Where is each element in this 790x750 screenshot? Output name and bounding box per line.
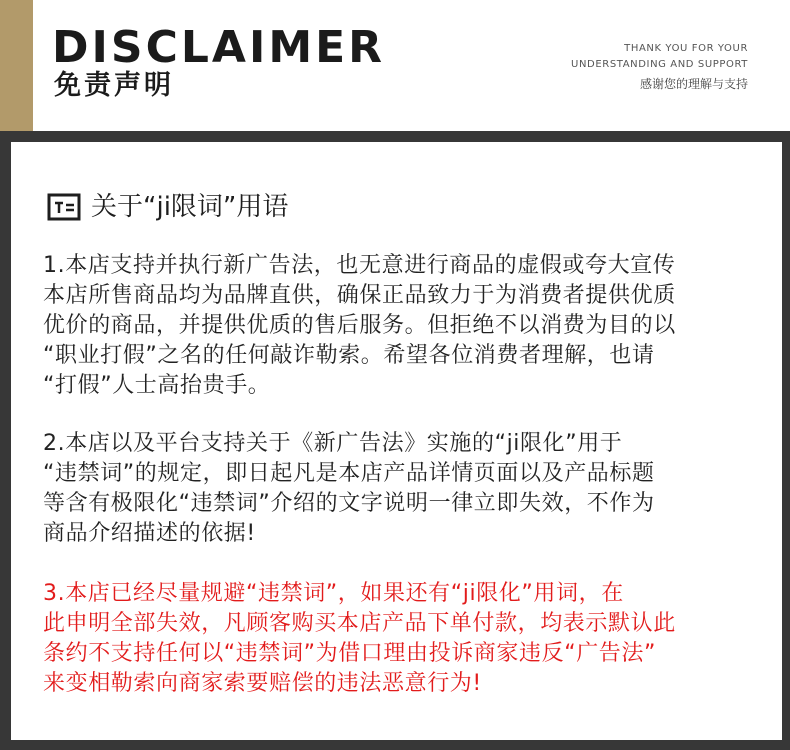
paragraph-line: 商品介绍描述的依据! xyxy=(43,521,256,546)
paragraph-line: 2.本店以及平台支持关于《新广告法》实施的“ji限化”用于 xyxy=(43,431,623,456)
paragraph-1 xyxy=(43,251,755,401)
paragraph-line: 1.本店支持并执行新广告法，也无意进行商品的虚假或夸大宣传 xyxy=(43,253,676,278)
thanks-line-1: THANK YOU FOR YOUR xyxy=(624,43,748,54)
page-subtitle: 免责声明 xyxy=(54,70,174,101)
paragraph-line: 等含有极限化“违禁词”介绍的文字说明一律立即失效，不作为 xyxy=(43,491,655,516)
section-heading xyxy=(47,190,288,224)
thanks-note xyxy=(571,41,748,95)
paragraph-3-warning xyxy=(43,579,755,699)
paragraph-line: 条约不支持任何以“违禁词”为借口理由投诉商家违反“广告法” xyxy=(43,641,656,666)
paragraph-line: “打假”人士高抬贵手。 xyxy=(43,373,271,398)
paragraph-2 xyxy=(43,429,755,549)
thanks-line-2: UNDERSTANDING AND SUPPORT xyxy=(571,59,748,70)
section-title: 关于“ji限词”用语 xyxy=(91,192,289,222)
paragraph-line: 来变相勒索向商家索要赔偿的违法恶意行为! xyxy=(43,671,482,696)
thanks-line-3: 感谢您的理解与支持 xyxy=(639,77,748,91)
disclaimer-card xyxy=(11,142,782,740)
paragraph-line: 3.本店已经尽量规避“违禁词”，如果还有“ji限化”用词，在 xyxy=(43,581,624,606)
page-title: DISCLAIMER xyxy=(52,22,386,73)
text-icon xyxy=(47,193,81,221)
paragraph-line: 此申明全部失效，凡顾客购买本店产品下单付款，均表示默认此 xyxy=(43,611,676,636)
paragraph-line: 优价的商品，并提供优质的售后服务。但拒绝不以消费为目的以 xyxy=(43,313,676,338)
header xyxy=(0,0,790,131)
paragraph-line: “违禁词”的规定，即日起凡是本店产品详情页面以及产品标题 xyxy=(43,461,655,486)
paragraph-line: “职业打假”之名的任何敲诈勒索。希望各位消费者理解，也请 xyxy=(43,343,655,368)
accent-bar xyxy=(0,0,33,131)
paragraph-line: 本店所售商品均为品牌直供，确保正品致力于为消费者提供优质 xyxy=(43,283,676,308)
